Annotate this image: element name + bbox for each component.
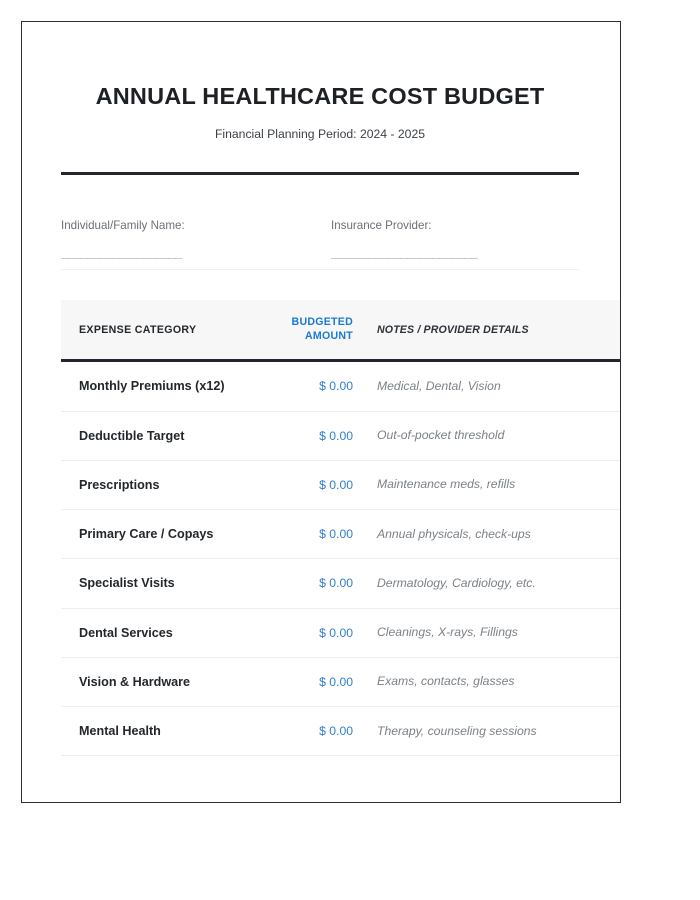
cell-budgeted-amount[interactable]: $ 0.00 [319,724,353,739]
table-row [61,608,621,657]
page-subtitle: Financial Planning Period: 2024 - 2025 [214,127,426,141]
table-row [61,559,621,608]
cell-expense-category: Dental Services [79,625,173,640]
cell-expense-category: Vision & Hardware [79,674,191,689]
cell-budgeted-amount[interactable]: $ 0.00 [319,477,353,492]
table-row [61,510,621,559]
field-input-line[interactable]: ___________________ [61,246,182,260]
title-divider [61,172,579,175]
cell-notes: Therapy, counseling sessions [377,723,537,738]
table-row [61,657,621,706]
cell-expense-category: Mental Health [79,724,161,739]
cell-budgeted-amount[interactable]: $ 0.00 [319,527,353,542]
cell-budgeted-amount[interactable]: $ 0.00 [319,625,353,640]
cell-expense-category: Deductible Target [79,428,185,443]
cell-notes: Annual physicals, check-ups [377,526,531,541]
table-body [61,361,621,756]
column-header-budgeted-amount: BUDGETED AMOUNT [279,300,359,361]
field-label: Individual/Family Name: [61,219,185,232]
cell-notes: Exams, contacts, glasses [377,674,515,689]
cell-notes: Out-of-pocket threshold [377,428,505,443]
cell-notes: Dermatology, Cardiology, etc. [377,575,536,590]
document-page [21,21,621,803]
page-title: ANNUAL HEALTHCARE COST BUDGET [95,83,545,109]
column-header-expense-category: EXPENSE CATEGORY [61,300,279,361]
cell-expense-category: Primary Care / Copays [79,527,214,542]
cell-budgeted-amount[interactable]: $ 0.00 [319,576,353,591]
cell-expense-category: Prescriptions [79,477,160,492]
table-row [61,460,621,509]
document-content [61,22,579,756]
table-row [61,707,621,756]
cell-budgeted-amount[interactable]: $ 0.00 [319,379,353,394]
cell-budgeted-amount[interactable]: $ 0.00 [319,674,353,689]
field-label: Insurance Provider: [331,219,432,232]
cell-notes: Maintenance meds, refills [377,477,516,492]
column-header-notes: NOTES / PROVIDER DETAILS [359,300,621,361]
cell-notes: Cleanings, X-rays, Fillings [377,625,518,640]
budget-table [61,300,621,756]
form-fields-row [61,220,579,270]
cell-expense-category: Monthly Premiums (x12) [79,379,225,394]
cell-notes: Medical, Dental, Vision [377,378,501,393]
field-insurance-provider[interactable] [320,220,579,270]
field-input-line[interactable]: _______________________ [331,246,478,260]
table-header-row [61,300,621,361]
cell-budgeted-amount[interactable]: $ 0.00 [319,428,353,443]
cell-expense-category: Specialist Visits [79,576,175,591]
table-row [61,411,621,460]
field-individual-family-name[interactable] [61,220,320,270]
table-header [61,300,621,361]
table-row [61,361,621,411]
